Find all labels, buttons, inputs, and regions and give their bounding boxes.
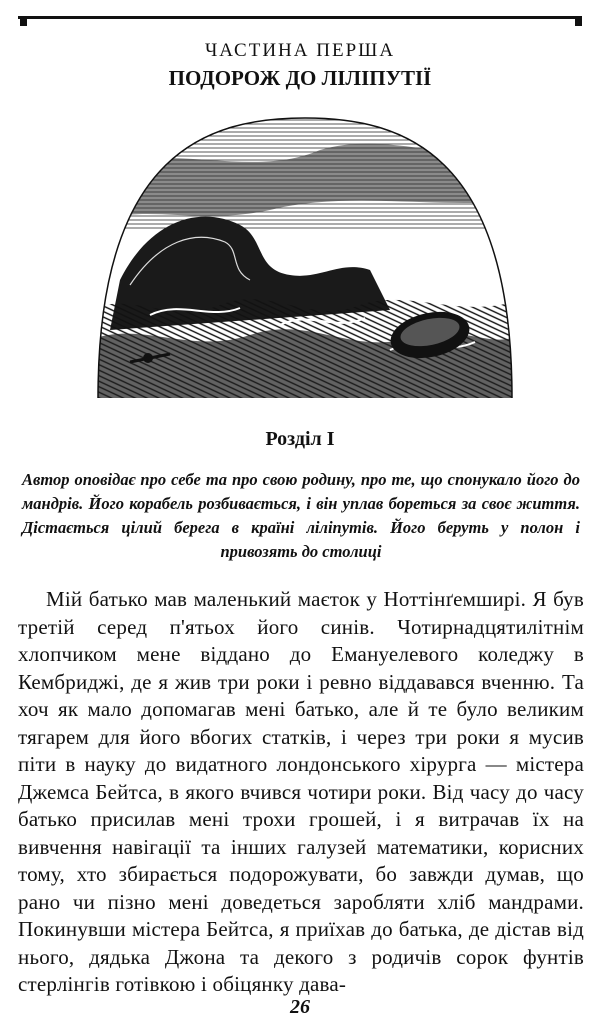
book-title: ПОДОРОЖ ДО ЛІЛІПУТІЇ: [168, 66, 432, 90]
chapter-title: Розділ I: [265, 428, 335, 450]
chapter-summary: Автор оповідає про себе та про свою родину, про те, що спонукало його до мандрів. Його корабель розбивається, і він уплав бореться за своє життя. Дістається цілий берега в країні ліліпутів. Його беруть у полон і привозять до столиці: [22, 470, 580, 561]
part-title: ЧАСТИНА ПЕРША: [204, 40, 396, 61]
page-number: 26: [290, 996, 310, 1018]
corner-mark-right: [575, 19, 582, 26]
body-paragraph: Мій батько мав маленький маєток у Ноттінґемширі. Я був третій серед п'ятьох його синів. Чотирнадцятилітнім хлопчиком мене віддано до Емануелевого коледжу в Кембриджі, де я жив три роки і ревно віддавався вченню. Та хоч як мало допомагав мені батько, але й те було великим тягарем для його вбогих статків, і через три роки я мусив піти в науку до видатного лондонського хірурга — містера Джемса Бейтса, в якого вчився чотири роки. Від часу до часу батько присилав мені трохи грошей, і я витрачав їх на вивчення навігації та інших галузей математики, корисних тому, хто збирається подорожувати, бо завжди думав, що рано чи пізно мені доведеться заробляти хліб мандрами. Покинувши містера Бейтса, я приїхав до батька, де дістав від нього, дядька Джона та декого з родичів сорок фунтів стерлінгів готівкою і обіцянку дава-: [18, 587, 584, 996]
top-rule: [18, 16, 582, 19]
shipwreck-engraving-icon: [90, 110, 520, 406]
corner-mark-left: [20, 19, 27, 26]
